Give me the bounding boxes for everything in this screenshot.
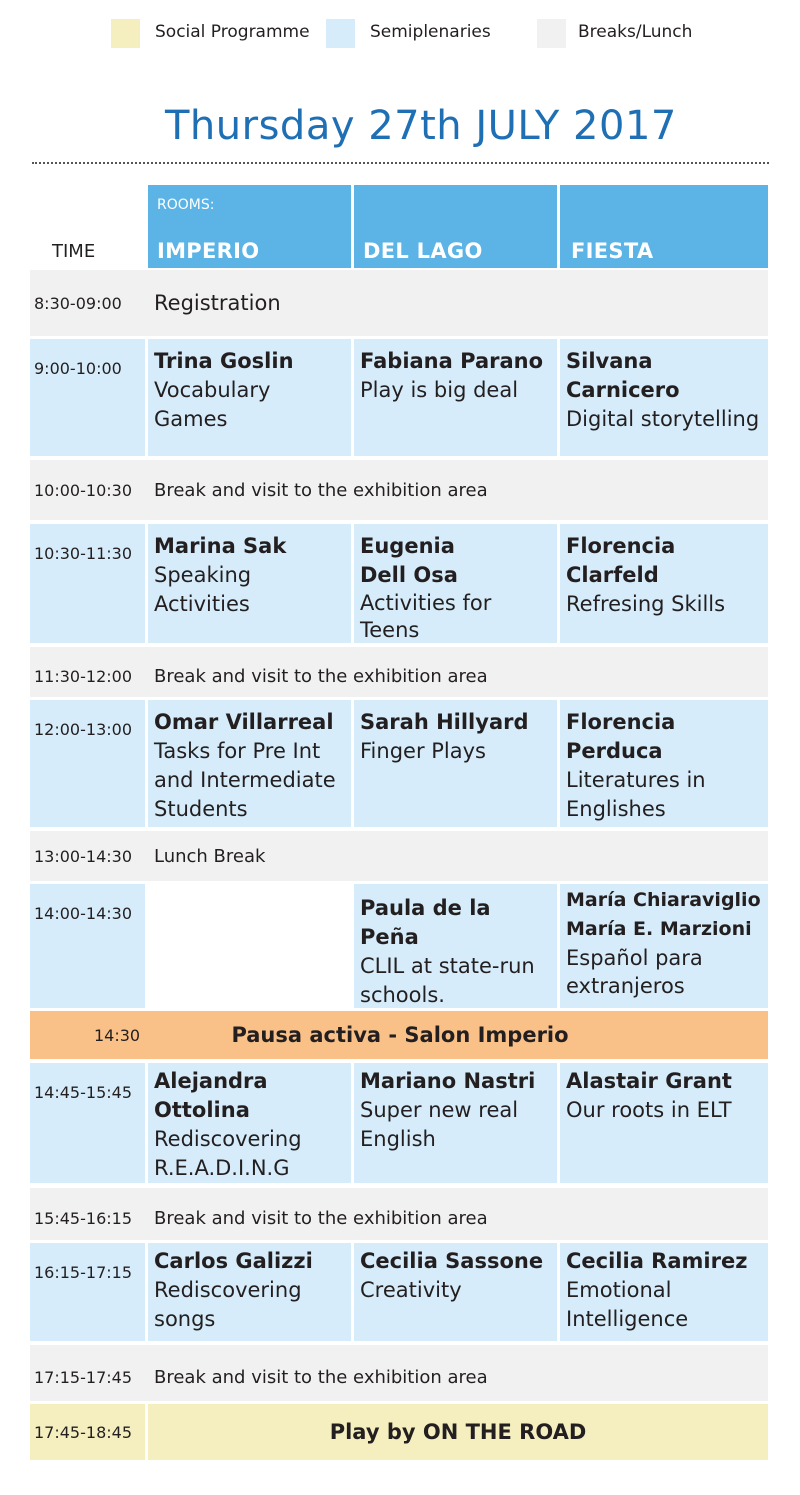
room-header-fiesta bbox=[560, 185, 768, 268]
time-label: 11:30-12:00 bbox=[34, 666, 132, 686]
session-cell bbox=[148, 700, 351, 827]
time-cell: 14:00-14:30 bbox=[30, 884, 145, 1008]
time-label: 17:45-18:45 bbox=[30, 1404, 145, 1460]
room-header-del-lago bbox=[354, 185, 557, 268]
time-cell: 10:30-11:30 bbox=[30, 524, 145, 643]
talk-title: Creativity bbox=[360, 1278, 462, 1302]
speaker-name: Carlos Galizzi bbox=[154, 1249, 313, 1273]
speaker-name: Mariano Nastri bbox=[360, 1069, 536, 1093]
title-divider bbox=[32, 162, 769, 164]
session-cell bbox=[560, 524, 768, 643]
time-cell: 14:45-15:45 bbox=[30, 1063, 145, 1183]
speaker-name: Alejandra Ottolina bbox=[154, 1069, 268, 1122]
talk-title: Finger Plays bbox=[360, 739, 486, 763]
time-column-header: TIME bbox=[52, 241, 96, 262]
session-cell bbox=[354, 524, 557, 643]
break-row bbox=[30, 1345, 768, 1401]
time-label: 8:30-09:00 bbox=[34, 293, 122, 313]
session-cell bbox=[148, 1243, 351, 1341]
speaker-name: Cecilia Sassone bbox=[360, 1249, 544, 1273]
talk-title: Super new real English bbox=[360, 1098, 519, 1151]
talk-title: Digital storytelling bbox=[566, 407, 760, 431]
talk-title: Play is big deal bbox=[360, 378, 519, 402]
legend-label-social: Social Programme bbox=[155, 22, 310, 42]
rooms-label: ROOMS: bbox=[157, 197, 215, 213]
talk-title: Literatures in Englishes bbox=[566, 768, 706, 821]
time-label: 13:00-14:30 bbox=[34, 846, 132, 866]
speaker-name: Florencia Clarfeld bbox=[566, 534, 676, 587]
talk-title: Vocabulary Games bbox=[154, 378, 271, 431]
legend-swatch-semiplenaries bbox=[326, 19, 355, 48]
break-row bbox=[30, 1188, 768, 1240]
speaker-name: Florencia Perduca bbox=[566, 710, 676, 763]
pausa-activa-row bbox=[30, 1011, 768, 1059]
break-row bbox=[30, 460, 768, 520]
time-label: 10:00-10:30 bbox=[34, 480, 132, 500]
talk-title: Speaking Activities bbox=[154, 563, 252, 616]
session-cell bbox=[354, 1243, 557, 1341]
speaker-name: Silvana Carnicero bbox=[566, 349, 680, 402]
talk-title: Activities for Teens bbox=[360, 591, 492, 642]
time-label: 17:15-17:45 bbox=[34, 1367, 132, 1387]
time-cell: 16:15-17:15 bbox=[30, 1243, 145, 1341]
room-name-fiesta: FIESTA bbox=[571, 239, 654, 263]
legend-label-breaks: Breaks/Lunch bbox=[578, 22, 693, 42]
pausa-activa-text: Pausa activa - Salon Imperio bbox=[231, 1023, 569, 1047]
session-cell bbox=[560, 339, 768, 456]
session-cell bbox=[354, 884, 557, 1008]
talk-title: CLIL at state-run schools. bbox=[360, 954, 535, 1007]
legend-swatch-social bbox=[111, 19, 140, 48]
session-cell bbox=[560, 700, 768, 827]
time-label: 15:45-16:15 bbox=[34, 1208, 132, 1228]
speaker-name: Fabiana Parano bbox=[360, 349, 544, 373]
legend-label-semiplenaries: Semiplenaries bbox=[370, 22, 491, 42]
lunch-row bbox=[30, 831, 768, 881]
speaker-name: Trina Goslin bbox=[154, 349, 294, 373]
talk-title: Rediscovering songs bbox=[154, 1278, 302, 1331]
time-label: 14:30 bbox=[94, 1025, 141, 1045]
break-row bbox=[30, 647, 768, 697]
speaker-name: Marina Sak bbox=[154, 534, 287, 558]
session-cell bbox=[148, 1063, 351, 1183]
page-title: Thursday 27th JULY 2017 bbox=[165, 103, 677, 149]
talk-title: Our roots in ELT bbox=[566, 1098, 732, 1122]
talk-title: Emotional Intelligence bbox=[566, 1278, 689, 1331]
session-cell bbox=[560, 1063, 768, 1183]
talk-title: Tasks for Pre Int and Intermediate Students bbox=[154, 739, 336, 821]
break-text: Break and visit to the exhibition area bbox=[154, 479, 488, 501]
speaker-name: Alastair Grant bbox=[566, 1069, 732, 1093]
room-header-imperio bbox=[148, 185, 351, 268]
speaker-name: María Chiaraviglio María E. Marzioni bbox=[566, 889, 761, 940]
session-cell bbox=[560, 884, 768, 1008]
session-cell bbox=[148, 524, 351, 643]
session-cell bbox=[148, 339, 351, 456]
talk-title: Refresing Skills bbox=[566, 592, 726, 616]
room-name-imperio: IMPERIO bbox=[157, 239, 260, 263]
break-text: Break and visit to the exhibition area bbox=[154, 1366, 488, 1388]
speaker-name: Sarah Hillyard bbox=[360, 710, 529, 734]
speaker-name: Omar Villarreal bbox=[154, 710, 334, 734]
empty-session-cell bbox=[148, 884, 351, 1008]
lunch-text: Lunch Break bbox=[154, 845, 266, 867]
speaker-name: Eugenia Dell Osa bbox=[360, 534, 458, 587]
room-name-del-lago: DEL LAGO bbox=[363, 239, 483, 263]
break-text: Break and visit to the exhibition area bbox=[154, 1207, 488, 1229]
speaker-name: Cecilia Ramirez bbox=[566, 1249, 748, 1273]
talk-title: Español para extranjeros bbox=[566, 946, 703, 998]
session-cell bbox=[560, 1243, 768, 1341]
time-cell: 9:00-10:00 bbox=[30, 339, 145, 456]
time-cell: 12:00-13:00 bbox=[30, 700, 145, 827]
speaker-name: Paula de la Peña bbox=[360, 896, 491, 949]
play-banner: Play by ON THE ROAD bbox=[148, 1404, 768, 1460]
session-cell bbox=[354, 1063, 557, 1183]
talk-title: Rediscovering R.E.A.D.I.N.G bbox=[154, 1127, 302, 1180]
session-cell bbox=[354, 339, 557, 456]
registration-text: Registration bbox=[154, 291, 281, 315]
registration-row bbox=[30, 270, 768, 336]
session-cell bbox=[354, 700, 557, 827]
break-text: Break and visit to the exhibition area bbox=[154, 665, 488, 687]
legend-swatch-breaks bbox=[537, 19, 566, 48]
